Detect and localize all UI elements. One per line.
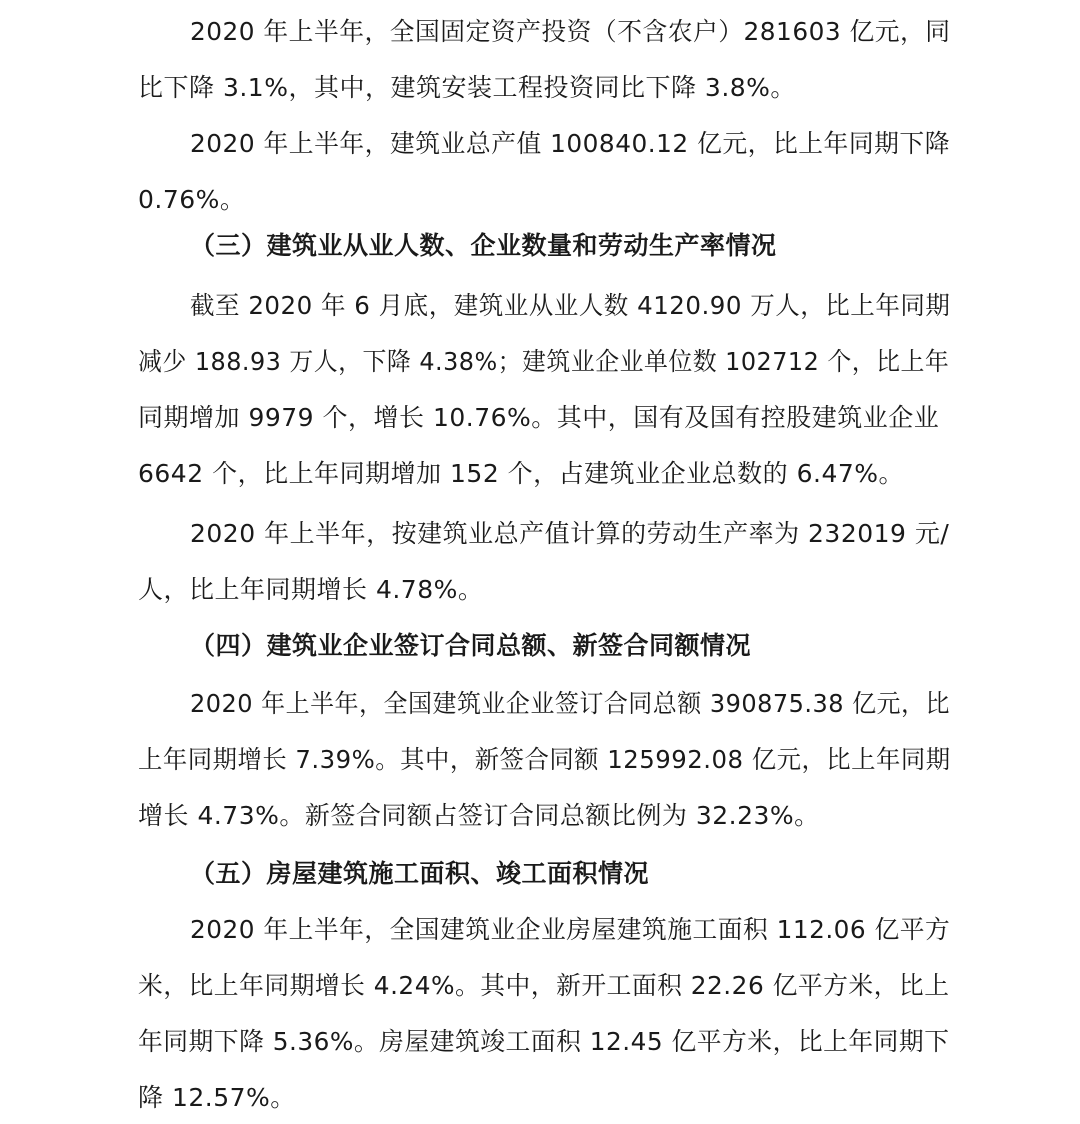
paragraph-line <box>0 568 1080 612</box>
line-text: 同期增加 9979 个，增长 10.76%。其中，国有及国有控股建筑业企业 <box>138 403 940 432</box>
line-text: 降 12.57%。 <box>138 1083 296 1112</box>
section-heading <box>0 852 1080 896</box>
paragraph-line <box>0 964 1080 1008</box>
line-text: 年同期下降 5.36%。房屋建筑竣工面积 12.45 亿平方米，比上年同期下 <box>138 1027 950 1056</box>
paragraph-line <box>0 908 1080 952</box>
paragraph-line <box>0 512 1080 556</box>
line-text: 2020 年上半年，按建筑业总产值计算的劳动生产率为 232019 元/ <box>190 519 950 548</box>
section-heading <box>0 224 1080 268</box>
paragraph-line <box>0 738 1080 782</box>
section-heading <box>0 624 1080 668</box>
paragraph-line <box>0 340 1080 384</box>
line-text: 截至 2020 年 6 月底，建筑业从业人数 4120.90 万人，比上年同期 <box>190 291 951 320</box>
paragraph-line <box>0 452 1080 496</box>
line-text: 0.76%。 <box>138 185 246 214</box>
paragraph-line <box>0 396 1080 440</box>
paragraph-line <box>0 122 1080 166</box>
line-text: 6642 个，比上年同期增加 152 个，占建筑业企业总数的 6.47%。 <box>138 459 905 488</box>
line-text: 增长 4.73%。新签合同额占签订合同总额比例为 32.23%。 <box>138 801 820 830</box>
paragraph-line <box>0 794 1080 838</box>
heading-text: （四）建筑业企业签订合同总额、新签合同额情况 <box>190 631 752 660</box>
line-text: 上年同期增长 7.39%。其中，新签合同额 125992.08 亿元，比上年同期 <box>138 745 951 774</box>
heading-text: （三）建筑业从业人数、企业数量和劳动生产率情况 <box>190 231 777 260</box>
line-text: 2020 年上半年，建筑业总产值 100840.12 亿元，比上年同期下降 <box>190 129 951 158</box>
paragraph-line <box>0 10 1080 54</box>
paragraph-line <box>0 178 1080 222</box>
heading-text: （五）房屋建筑施工面积、竣工面积情况 <box>190 859 650 888</box>
line-text: 比下降 3.1%，其中，建筑安装工程投资同比下降 3.8%。 <box>138 73 796 102</box>
line-text: 减少 188.93 万人，下降 4.38%；建筑业企业单位数 102712 个，比上年 <box>138 347 950 376</box>
paragraph-line <box>0 1076 1080 1120</box>
line-text: 2020 年上半年，全国建筑业企业房屋建筑施工面积 112.06 亿平方 <box>190 915 951 944</box>
line-text: 米，比上年同期增长 4.24%。其中，新开工面积 22.26 亿平方米，比上 <box>138 971 950 1000</box>
line-text: 2020 年上半年，全国固定资产投资（不含农户）281603 亿元，同 <box>190 17 951 46</box>
paragraph-line <box>0 1020 1080 1064</box>
line-text: 2020 年上半年，全国建筑业企业签订合同总额 390875.38 亿元，比 <box>190 689 951 718</box>
paragraph-line <box>0 66 1080 110</box>
paragraph-line <box>0 682 1080 726</box>
paragraph-line <box>0 284 1080 328</box>
line-text: 人，比上年同期增长 4.78%。 <box>138 575 484 604</box>
